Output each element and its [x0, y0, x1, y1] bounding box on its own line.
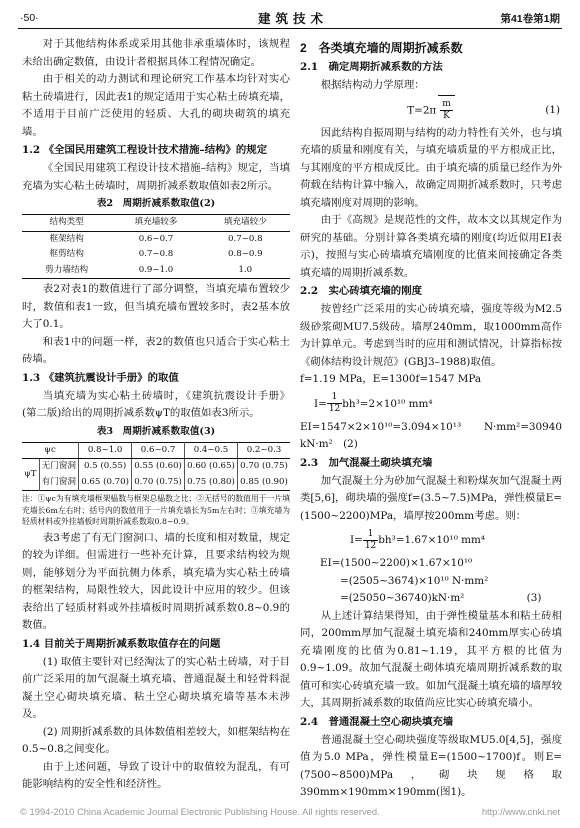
- table-caption: 表2 周期折减系数取值(2): [96, 198, 216, 209]
- table-header: 结构类型: [22, 215, 111, 232]
- fraction-denominator: 12: [328, 404, 341, 414]
- table-2: [22, 214, 290, 279]
- table-cell: 有门窗洞: [39, 475, 79, 491]
- section-heading: 1.2 《全国民用建筑工程设计技术措施–结构》的规定: [22, 144, 268, 156]
- table-cell: 0.8~0.9: [228, 249, 263, 259]
- paragraph: 由于《高规》是规范性的文件，故本文以其规定作为研究的基础。分别计算各类填充墙的刚度(均近似用EI表示)，按照与实心砖墙填充墙刚度的比值来间接确定各类填充墙的周期折减系数。: [300, 214, 562, 279]
- paragraph: (2) 周期折减系数的具体数值相差较大，如框架结构在0.5~0.8之间变化。: [22, 725, 290, 755]
- table-header: 0.4~0.5: [185, 442, 238, 459]
- fraction-denominator: 12: [364, 540, 377, 551]
- equation-inertia: [300, 389, 562, 419]
- table-cell: 0.6~0.7: [138, 233, 174, 244]
- equation-number: (1): [545, 103, 560, 116]
- table-caption: 表3 周期折减系数取值(3): [96, 425, 216, 437]
- table-note: 注：①ψc为有填充墙框架榀数与框架总榀数之比；②无括号的数值用于一片填充墙长6m左右时；括号内的数值用于一片填充墙长为5m左右时；③填充墙为轻质材料或外挂墙板时周期折减系数取0.8~0.9。: [22, 494, 290, 526]
- table-cell: 0.75 (0.80): [185, 475, 238, 491]
- equation-rhs: bh³=2×10¹⁰ mm⁴: [342, 397, 433, 410]
- table-cell: 1.0: [238, 264, 253, 275]
- section-heading: 2.1 确定周期折减系数的方法: [300, 61, 443, 73]
- paragraph: 由于上述问题，导致了设计中的取值较为混乱，有可能影响结构的安全性和经济性。: [22, 760, 290, 790]
- copyright-text: © 1994-2010 China Academic Journal Electronic Publishing House. All rights reserved.: [20, 806, 380, 817]
- equation-lhs: I=: [314, 397, 327, 410]
- section-heading: 2.2 实心砖填充墙的刚度: [300, 285, 422, 297]
- left-column: [22, 36, 290, 794]
- page-header: [18, 6, 562, 29]
- paragraph: 表2对表1的数值进行了部分调整，当填充墙布置较少时，数值和表1一致，但当填充墙布置较多时，表2基本放大了0.1。: [22, 283, 290, 330]
- table-cell: 框剪结构: [49, 249, 84, 259]
- table-cell: 0.60 (0.65): [185, 459, 238, 475]
- paragraph: 因此结构自振周期与结构的动力特性有关外，也与填充墙的质量和刚度有关，与填充墙质量的平方根成正比，与其刚度的平方根成反比。由于填充墙的质量已经作为外荷载在结构计算中输入，故确定周期折减系数时，只考虑填充墙刚度对周期的影响。: [300, 126, 562, 209]
- equation-inertia: [300, 525, 562, 555]
- fraction-numerator: 1: [327, 392, 342, 404]
- paragraph: 《全国民用建筑工程设计技术措施–结构》规定，当填充墙为实心粘土砖墙时，周期折减系数取值如表2所示。: [22, 162, 290, 192]
- page-footer: [20, 806, 560, 817]
- math-line: f=1.19 MPa，E=1300f=1547 MPa: [300, 373, 482, 385]
- math-line: =(2505~3674)×10¹⁰ N·mm²: [340, 574, 489, 587]
- table-header: 0.2~0.3: [237, 442, 290, 459]
- paragraph: 根据结构动力学原理：: [320, 79, 425, 91]
- table-cell: 0.9~1.0: [138, 264, 174, 275]
- table-cell: 0.70 (0.75): [132, 475, 185, 491]
- paragraph: 从上述计算结果得知，由于弹性模量基本和粘土砖相同，200mm厚加气混凝土填充墙和240mm厚实心砖填充墙刚度的比值为0.81~1.19，其平方根的比值为0.9~1.09。故加气混凝土砌体填充墙周期折减系数的取值可和实心砖填充墙一致。如加气混凝土填充墙的墙厚较大，其周期折减系数的取值尚应比实心砖填充墙小。: [300, 609, 562, 709]
- fraction-numerator: m: [442, 99, 451, 109]
- table-cell: 框架结构: [49, 233, 84, 244]
- right-column: [300, 36, 562, 802]
- section-heading: 1.4 目前关于周期折减系数取值存在的问题: [22, 637, 221, 650]
- table-row: [22, 475, 290, 491]
- section-heading: 2 各类填充墙的周期折减系数: [300, 41, 463, 55]
- sqrt-sign: [438, 95, 455, 126]
- table-cell: 0.7~0.8: [228, 233, 263, 244]
- table-cell: 0.7~0.8: [138, 249, 174, 259]
- table-cell: 0.5 (0.55): [79, 459, 132, 475]
- table-row: [22, 231, 290, 247]
- paragraph: (1) 取值主要针对已经淘汰了的实心粘土砖墙，对于目前广泛采用的加气混凝土填充墙、普通混凝土和轻骨料混凝土空心砌块填充墙、粘土空心砌块填充墙等基本未涉及。: [22, 655, 290, 720]
- fraction-numerator: 1: [363, 529, 378, 541]
- table-row: [22, 459, 290, 475]
- paragraph: 按曾经广泛采用的实心砖填充墙，强度等级为M2.5级砂浆砌MU7.5级砖。墙厚240mm，取1000mm高作为计算单元。考虑到当时的应用和测试情况，计算指标按《砌体结构设计规范》(GBJ3–1988)取值。: [300, 303, 562, 368]
- table-header: 0.8~1.0: [79, 442, 132, 459]
- section-heading: 2.3 加气混凝土砌块填充墙: [300, 456, 433, 469]
- table-3: [22, 442, 290, 492]
- table-header: 填充墙较少: [201, 215, 290, 232]
- paragraph: 和表1中的问题一样，表2的数值也只适合于实心粘土砖墙。: [22, 335, 290, 365]
- paragraph: 加气混凝土分为砂加气混凝土和粉煤灰加气混凝土两类[5,6]，砌块墙的强度f=(3.5~7.5)MPa，弹性模量E=(1500~2200)MPa，墙厚按200mm考虑。则：: [300, 474, 562, 522]
- table-header: 填充墙较多: [111, 215, 200, 232]
- section-heading: 2.4 普通混凝土空心砌块填充墙: [300, 715, 454, 728]
- website-link[interactable]: http://www.cnki.net: [481, 806, 560, 817]
- equation-lhs: I=: [350, 534, 363, 546]
- paragraph: 由于相关的动力测试和理论研究工作基本均针对实心粘土砖墙进行，因此表1的规定适用于实心粘土砖填充墙，不适用于目前广泛使用的轻质、大孔的砌块砌筑的填充墙。: [22, 73, 290, 138]
- table-header: 0.6~0.7: [132, 442, 185, 459]
- issue-label: 第41卷第1期: [500, 13, 560, 25]
- page-number: ·50·: [20, 12, 39, 24]
- paragraph: 普通混凝土空心砌块强度等级取MU5.0[4,5]，强度值为5.0 MPa，弹性模量E=(1500~1700)f。则E=(7500~8500)MPa，砌块规格取390mm×190mm×190mm(图1)。: [300, 733, 562, 798]
- table-cell: 0.70 (0.75): [240, 461, 288, 471]
- math-line: EI=1547×2×10¹⁰=3.094×10¹³ N·mm²=30940 kN·m² (2): [300, 420, 562, 450]
- fraction-denominator: K: [443, 111, 450, 121]
- table-cell: 剪力墙结构: [45, 264, 89, 275]
- table-header: ψc: [22, 442, 79, 459]
- paragraph: 当填充墙为实心粘土砖墙时，《建筑抗震设计手册》(第二版)给出的周期折减系数ψT的取值如表3所示。: [22, 389, 290, 419]
- math-line: EI=(1500~2200)×1.67×10¹⁰: [320, 557, 473, 569]
- equation-lhs: T=2π: [407, 104, 437, 116]
- equation-1: [300, 95, 562, 125]
- equation-rhs: bh³=1.67×10¹⁰ mm⁴: [378, 534, 486, 546]
- table-cell: 无门窗洞: [39, 459, 79, 475]
- table-row: [22, 247, 290, 263]
- paragraph: 对于其他结构体系或采用其他非承重墙体时，该规程未给出确定数值，由设计者根据具体工程情况确定。: [22, 38, 290, 68]
- journal-name: 建筑技术: [258, 11, 329, 26]
- section-heading: 1.3 《建筑抗震设计手册》的取值: [22, 371, 179, 384]
- table-cell: 0.65 (0.70): [79, 475, 132, 491]
- paragraph: 表3考虑了有无门窗洞口、墙的长度和相对数量，规定的较为详细。但需进行一些补充计算，且要求结构较为规则，能够划分为平面抗侧力体系，填充墙为实心粘土砖墙的框架结构，局限性较大，因此设计中应用的较少。但该表给出了轻质材料或外挂墙板时周期折减系数0.8~0.9的数值。: [22, 531, 290, 631]
- table-cell: ψT: [22, 459, 39, 491]
- math-line: =(25050~36740)kN·m² (3): [340, 592, 542, 604]
- table-row: [22, 263, 290, 279]
- table-cell: 0.55 (0.60): [132, 459, 185, 475]
- table-cell: 0.85 (0.90): [240, 476, 288, 487]
